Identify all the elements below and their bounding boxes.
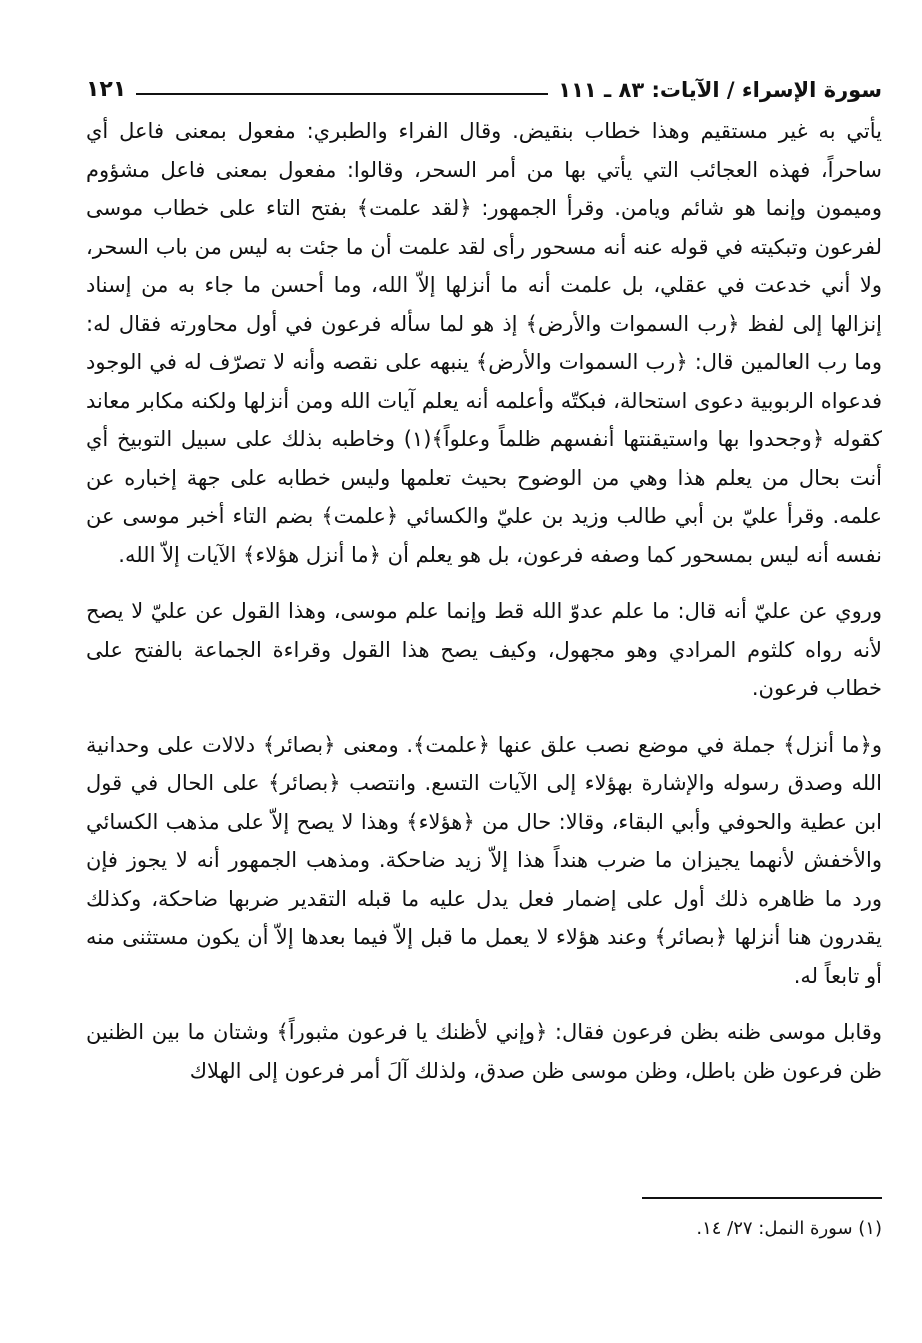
footnote-divider — [642, 1197, 882, 1199]
paragraph-3: و﴿ما أنزل﴾ جملة في موضع نصب علق عنها ﴿علمت﴾. ومعنى ﴿بصائر﴾ دلالات على وحدانية الله وصدق رسوله والإشارة بهؤلاء إلى الآيات التسع. وانتصب ﴿بصائر﴾ على الحال في قول ابن عطية والحوفي وأبي البقاء، وقالا: حال من ﴿هؤلاء﴾ وهذا لا يصح إلاّ على مذهب الكسائي والأخفش لأنهما يجيزان ما ضرب هنداً هذا إلاّ زيد ضاحكة. ومذهب الجمهور أنه لا يجوز فإن ورد ما ظاهره ذلك أول على إضمار فعل يدل عليه ما قبله التقدير ضربها ضاحكة، وكذلك يقدرون هنا أنزلها ﴿بصائر﴾ وعند هؤلاء لا يعمل ما قبل إلاّ فيما بعدها إلاّ أن يكون مستثنى منه أو تابعاً له. — [86, 732, 882, 988]
header-rule — [136, 93, 548, 95]
footnote: (١) سورة النمل: ٢٧/ ١٤. — [696, 1218, 882, 1239]
page-header — [86, 64, 882, 104]
page-body — [86, 112, 882, 1090]
paragraph-2: وروي عن عليّ أنه قال: ما علم عدوّ الله قط وإنما علم موسى، وهذا القول عن عليّ لا يصح لأنه رواه كلثوم المرادي وهو مجهول، وكيف يصح هذا القول وقراءة الجماعة بالفتح على خطاب فرعون. — [86, 599, 882, 700]
paragraph-4: وقابل موسى ظنه بظن فرعون فقال: ﴿وإني لأظنك يا فرعون مثبوراً﴾ وشتان ما بين الظنين ظن فرعون ظن باطل، وظن موسى ظن صدق، ولذلك آلَ أمر فرعون إلى الهلاك — [86, 1020, 882, 1083]
paragraph-1: يأتي به غير مستقيم وهذا خطاب بنقيض. وقال الفراء والطبري: مفعول بمعنى فاعل أي ساحراً، فهذه العجائب التي يأتي بها من أمر السحر، وقالوا: مفعول بمعنى فاعل مشؤوم وميمون وإنما هو شائم ويامن. وقرأ الجمهور: ﴿لقد علمت﴾ بفتح التاء على خطاب موسى لفرعون وتبكيته في قوله عنه أنه مسحور رأى لقد علمت أن ما جئت به ليس من باب السحر، ولا أني خدعت في عقلي، بل علمت أنه ما أنزلها إلاّ الله، وما أحسن ما جاء به من إسناد إنزالها إلى لفظ ﴿رب السموات والأرض﴾ إذ هو لما سأله فرعون في أول محاورته فقال له: وما رب العالمين قال: ﴿رب السموات والأرض﴾ ينبهه على نقصه وأنه لا تصرّف له في الوجود فدعواه الربوبية دعوى استحالة، فبكتّه وأعلمه أنه يعلم آيات الله ومن أنزلها ولكنه مكابر معاند كقوله ﴿وجحدوا بها واستيقنتها أنفسهم ظلماً وعلواً﴾(١) وخاطبه بذلك على سبيل التوبيخ أي أنت بحال من يعلم هذا وهي من الوضوح بحيث تعلمها وليس خطابه على جهة إخباره عن علمه. وقرأ عليّ بن أبي طالب وزيد بن عليّ والكسائي ﴿علمت﴾ بضم التاء أخبر موسى عن نفسه أنه ليس بمسحور كما وصفه فرعون، بل هو يعلم أن ﴿ما أنزل هؤلاء﴾ الآيات إلاّ الله. — [86, 119, 882, 567]
running-title: سورة الإسراء / الآيات: ٨٣ ـ ١١١ — [558, 78, 882, 102]
page-number: ١٢١ — [86, 77, 127, 102]
